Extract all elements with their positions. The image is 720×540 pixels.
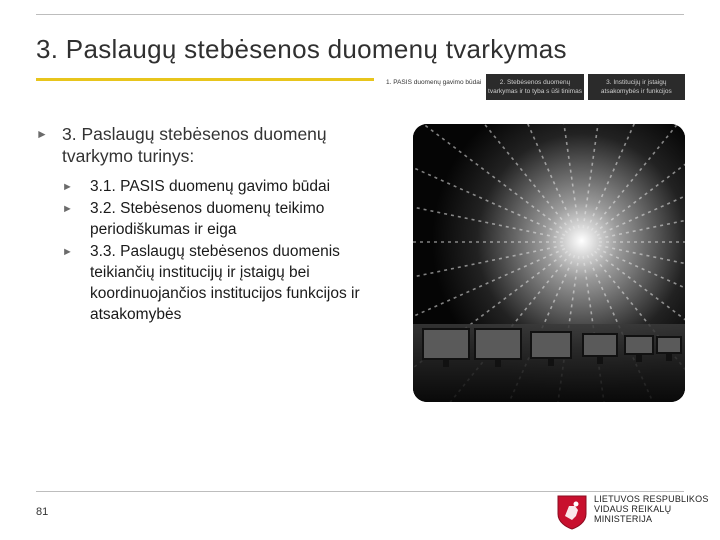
- sub-bullet: [62, 176, 362, 197]
- sub-bullet-text: 3.3. Paslaugų stebėsenos duomenis teikiančių institucijų ir įstaigų bei koordinuojančios institucijos funkcijos ir atsakomybės: [90, 243, 360, 323]
- monitor-silhouette: [583, 334, 617, 356]
- bottom-divider: [36, 491, 684, 492]
- main-bullet-text: 3. Paslaugų stebėsenos duomenų tvarkymo turinys:: [62, 124, 327, 166]
- monitor-silhouette: [625, 336, 653, 354]
- monitor-silhouette: [531, 332, 571, 358]
- section-nav: [385, 74, 685, 100]
- coat-of-arms-icon: [556, 494, 588, 530]
- monitor-stand: [548, 358, 554, 366]
- monitor-silhouette: [423, 329, 469, 359]
- logo-line: LIETUVOS RESPUBLIKOS: [594, 494, 709, 504]
- nav-tab-1[interactable]: 1. PASIS duomenų gavimo būdai: [385, 74, 482, 100]
- sub-bullet: [62, 198, 362, 240]
- sub-bullet-list: [62, 176, 362, 326]
- binary-data-tunnel-image: [413, 124, 685, 402]
- top-divider: [36, 14, 684, 15]
- title-accent-bar: [36, 78, 374, 81]
- bullet-arrow-icon: ►: [62, 203, 73, 215]
- bullet-arrow-icon: ►: [62, 246, 73, 258]
- bullet-arrow-icon: ►: [62, 181, 73, 193]
- monitor-stand: [443, 359, 449, 367]
- main-bullet: [36, 123, 366, 167]
- logo-line: VIDAUS REIKALŲ: [594, 504, 672, 514]
- monitor-stand: [666, 353, 672, 361]
- monitor-stand: [495, 359, 501, 367]
- nav-tab-2[interactable]: 2. Stebėsenos duomenų tvarkymas ir to tyba s ūši tinimas: [486, 74, 583, 100]
- ministry-logo: [556, 494, 709, 530]
- monitor-stand: [636, 354, 642, 362]
- monitor-stand: [597, 356, 603, 364]
- nav-tab-3[interactable]: 3. Institucijų ir įstaigų atsakomybės ir funkcijos: [588, 74, 685, 100]
- sub-bullet-text: 3.2. Stebėsenos duomenų teikimo periodiškumas ir eiga: [90, 200, 325, 238]
- monitor-silhouette: [475, 329, 521, 359]
- sub-bullet-text: 3.1. PASIS duomenų gavimo būdai: [90, 178, 331, 195]
- binary-tunnel-graphic: [413, 124, 685, 402]
- page-number: 81: [36, 506, 49, 518]
- monitor-silhouette: [657, 337, 681, 353]
- sub-bullet: [62, 241, 362, 325]
- bullet-arrow-icon: ►: [36, 127, 48, 141]
- logo-text: [594, 494, 709, 524]
- slide-title: 3. Paslaugų stebėsenos duomenų tvarkymas: [36, 34, 567, 64]
- logo-line: MINISTERIJA: [594, 514, 653, 524]
